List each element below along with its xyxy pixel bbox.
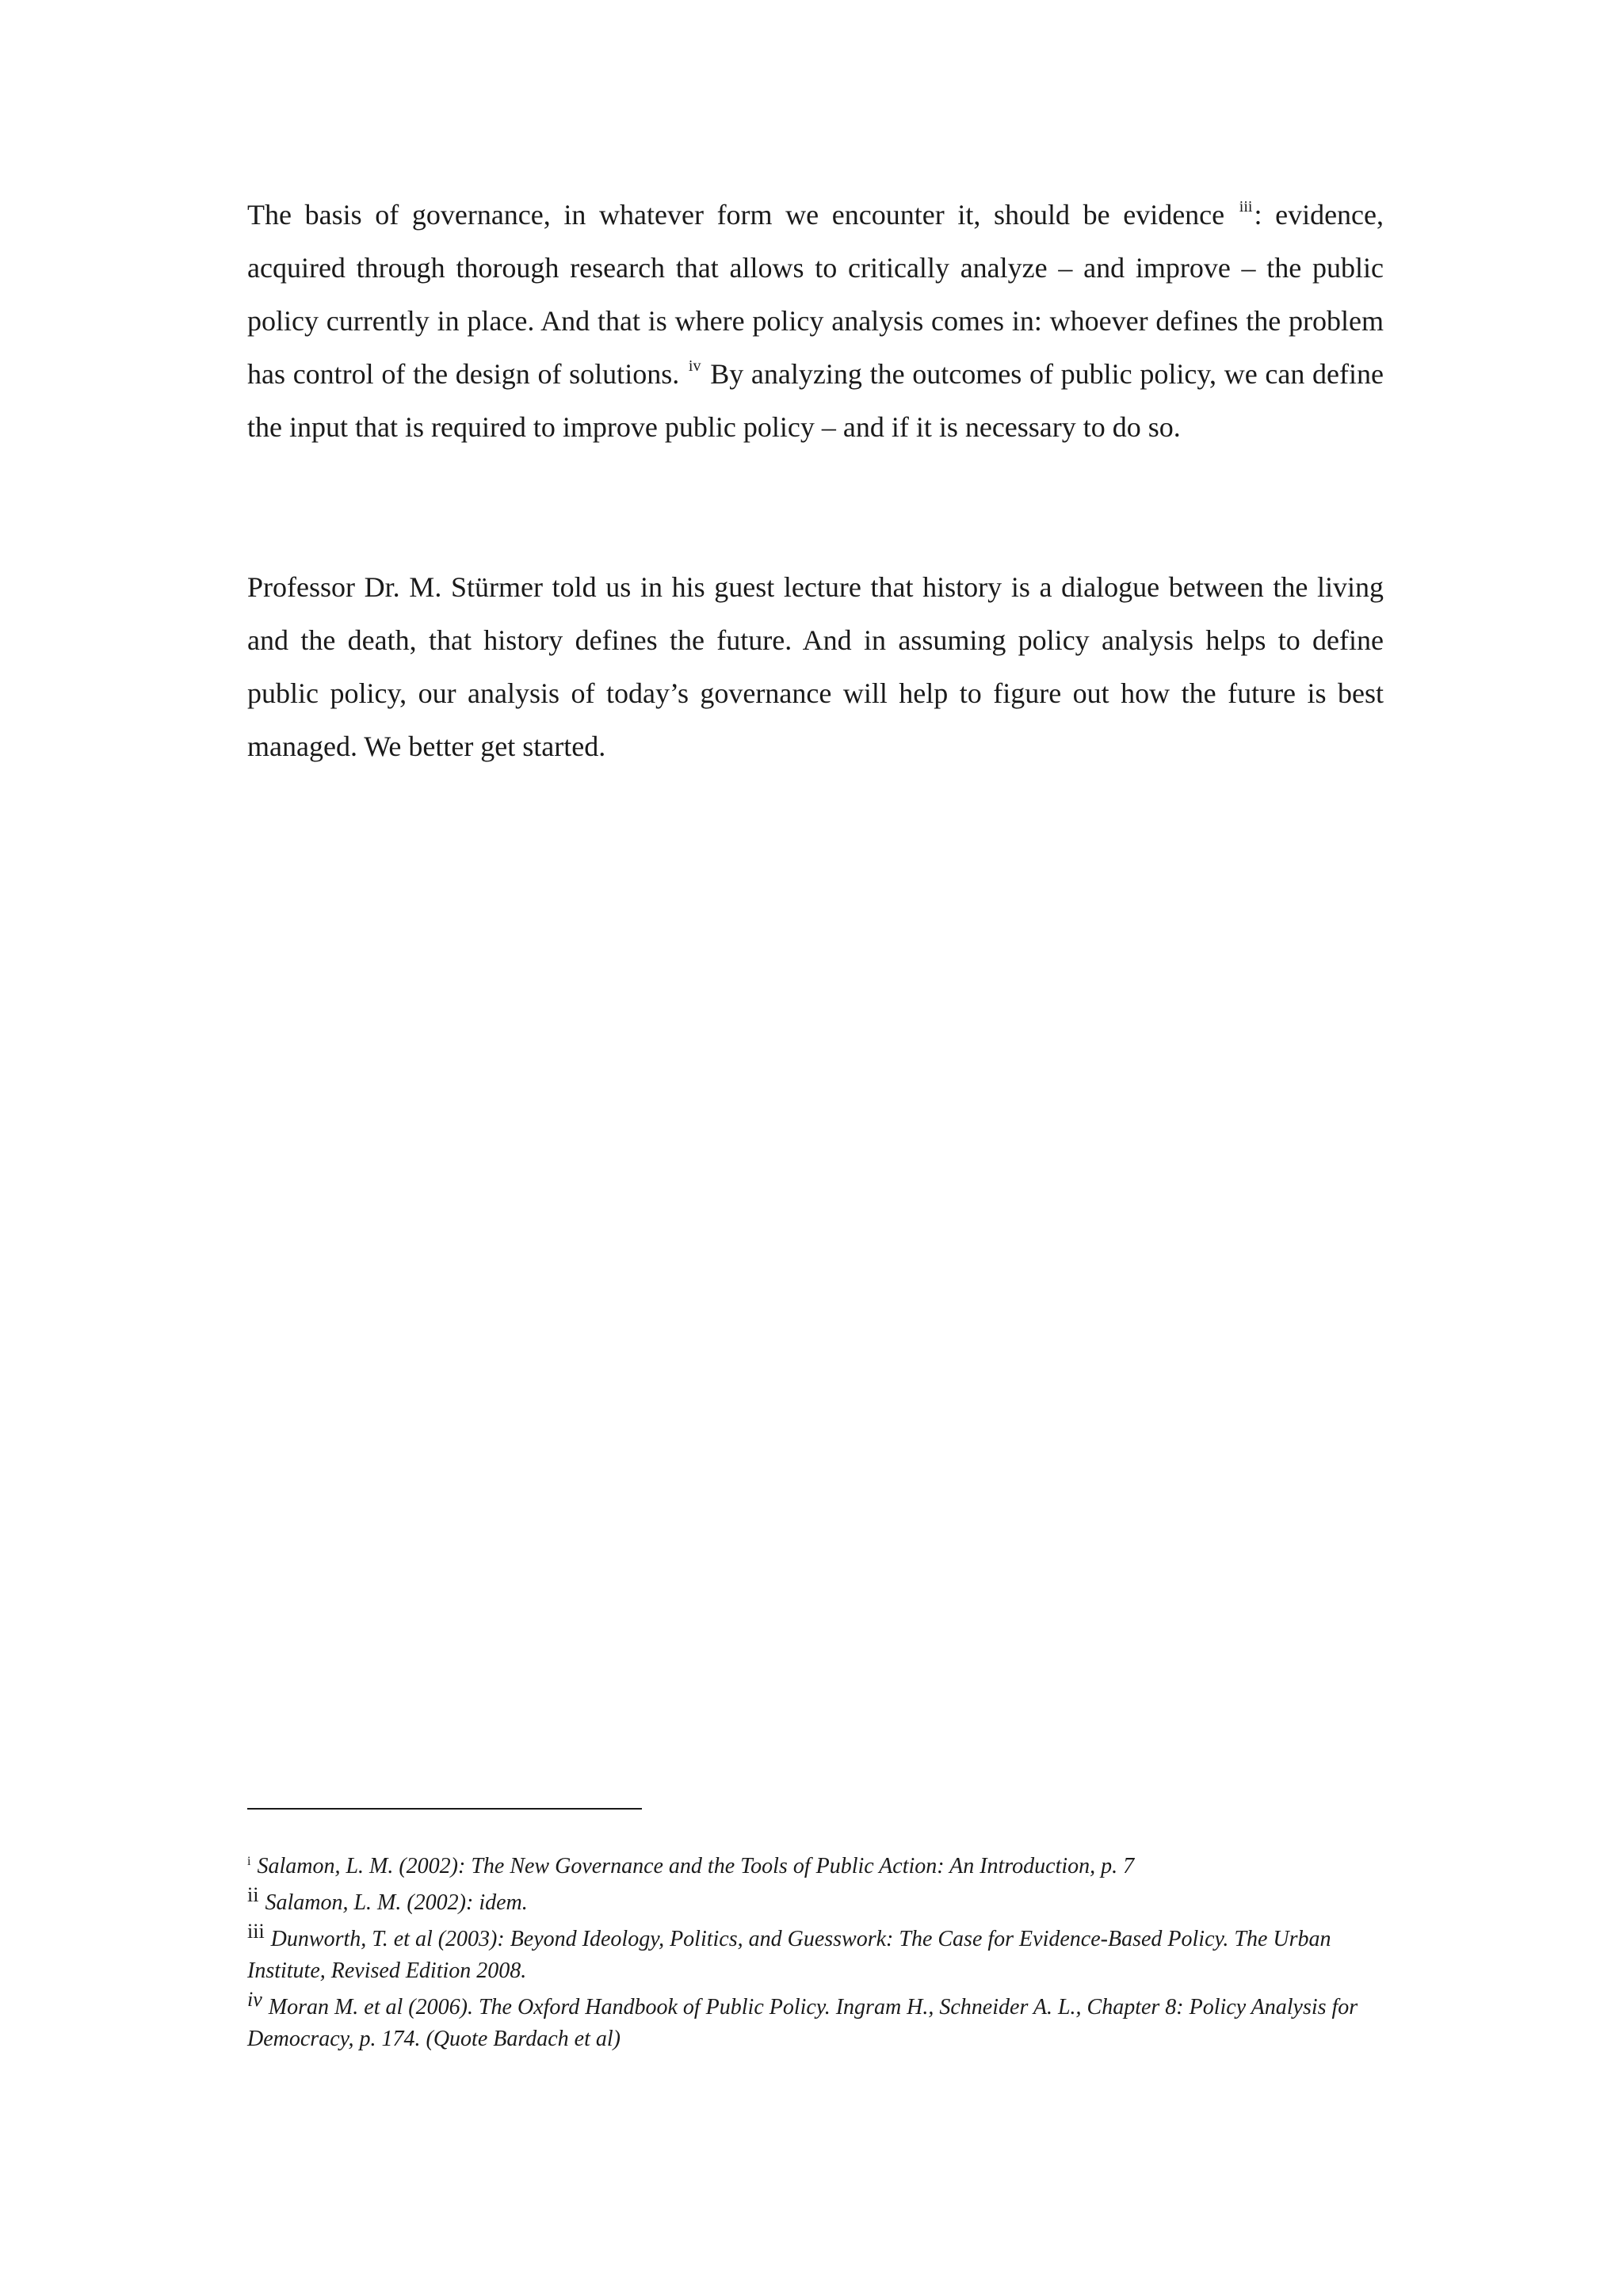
footnote-text: Moran M. et al (2006). The Oxford Handbook of Public Policy. Ingram H., Schneider A. L., Chapter 8: Policy Analysis for Democracy, p. 174. (Quote Bardach et al)	[247, 1995, 1358, 2051]
footnote-marker: iii	[247, 1920, 265, 1943]
footnote-ref-iv: iv	[688, 357, 701, 375]
footnote-ii	[247, 1883, 1384, 1919]
footnote-marker: iv	[247, 1988, 262, 2011]
footnote-iii	[247, 1920, 1384, 1987]
footnote-separator	[247, 1808, 642, 1810]
body-paragraph-2: Professor Dr. M. Stürmer told us in his guest lecture that history is a dialogue between the living and the death, that history defines the future. And in assuming policy analysis helps to define public policy, our analysis of today’s governance will help to figure out how the future is best managed. We better get started.	[247, 571, 1384, 762]
footnote-marker: i	[247, 1855, 251, 1868]
footnote-marker: ii	[247, 1883, 259, 1906]
paragraph-1-text-a: The basis of governance, in whatever form we encounter it, should be evidence	[247, 199, 1238, 231]
footnote-iv	[247, 1988, 1384, 2055]
footnote-text: Dunworth, T. et al (2003): Beyond Ideology, Politics, and Guesswork: The Case for Evidence-Based Policy. The Urban Institute, Revised Edition 2008.	[247, 1927, 1331, 1983]
paragraph-1-text-b: : evidence, acquired through thorough research that allows to critically analyze – and improve – the public policy currently in place. And that is where policy analysis comes in: whoever defines the problem has control of the design of solutions.	[247, 199, 1384, 390]
body-paragraph-1	[247, 189, 1384, 454]
paragraph-1-text-c: By analyzing the outcomes of public policy, we can define the input that is required to improve public policy – and if it is necessary to do so.	[247, 358, 1384, 443]
footnotes	[247, 1851, 1384, 2060]
footnote-text: Salamon, L. M. (2002): idem.	[265, 1890, 528, 1915]
footnote-ref-iii: iii	[1239, 198, 1253, 215]
footnote-i	[247, 1851, 1384, 1882]
footnote-text: Salamon, L. M. (2002): The New Governance and the Tools of Public Action: An Introduction, p. 7	[257, 1854, 1135, 1878]
